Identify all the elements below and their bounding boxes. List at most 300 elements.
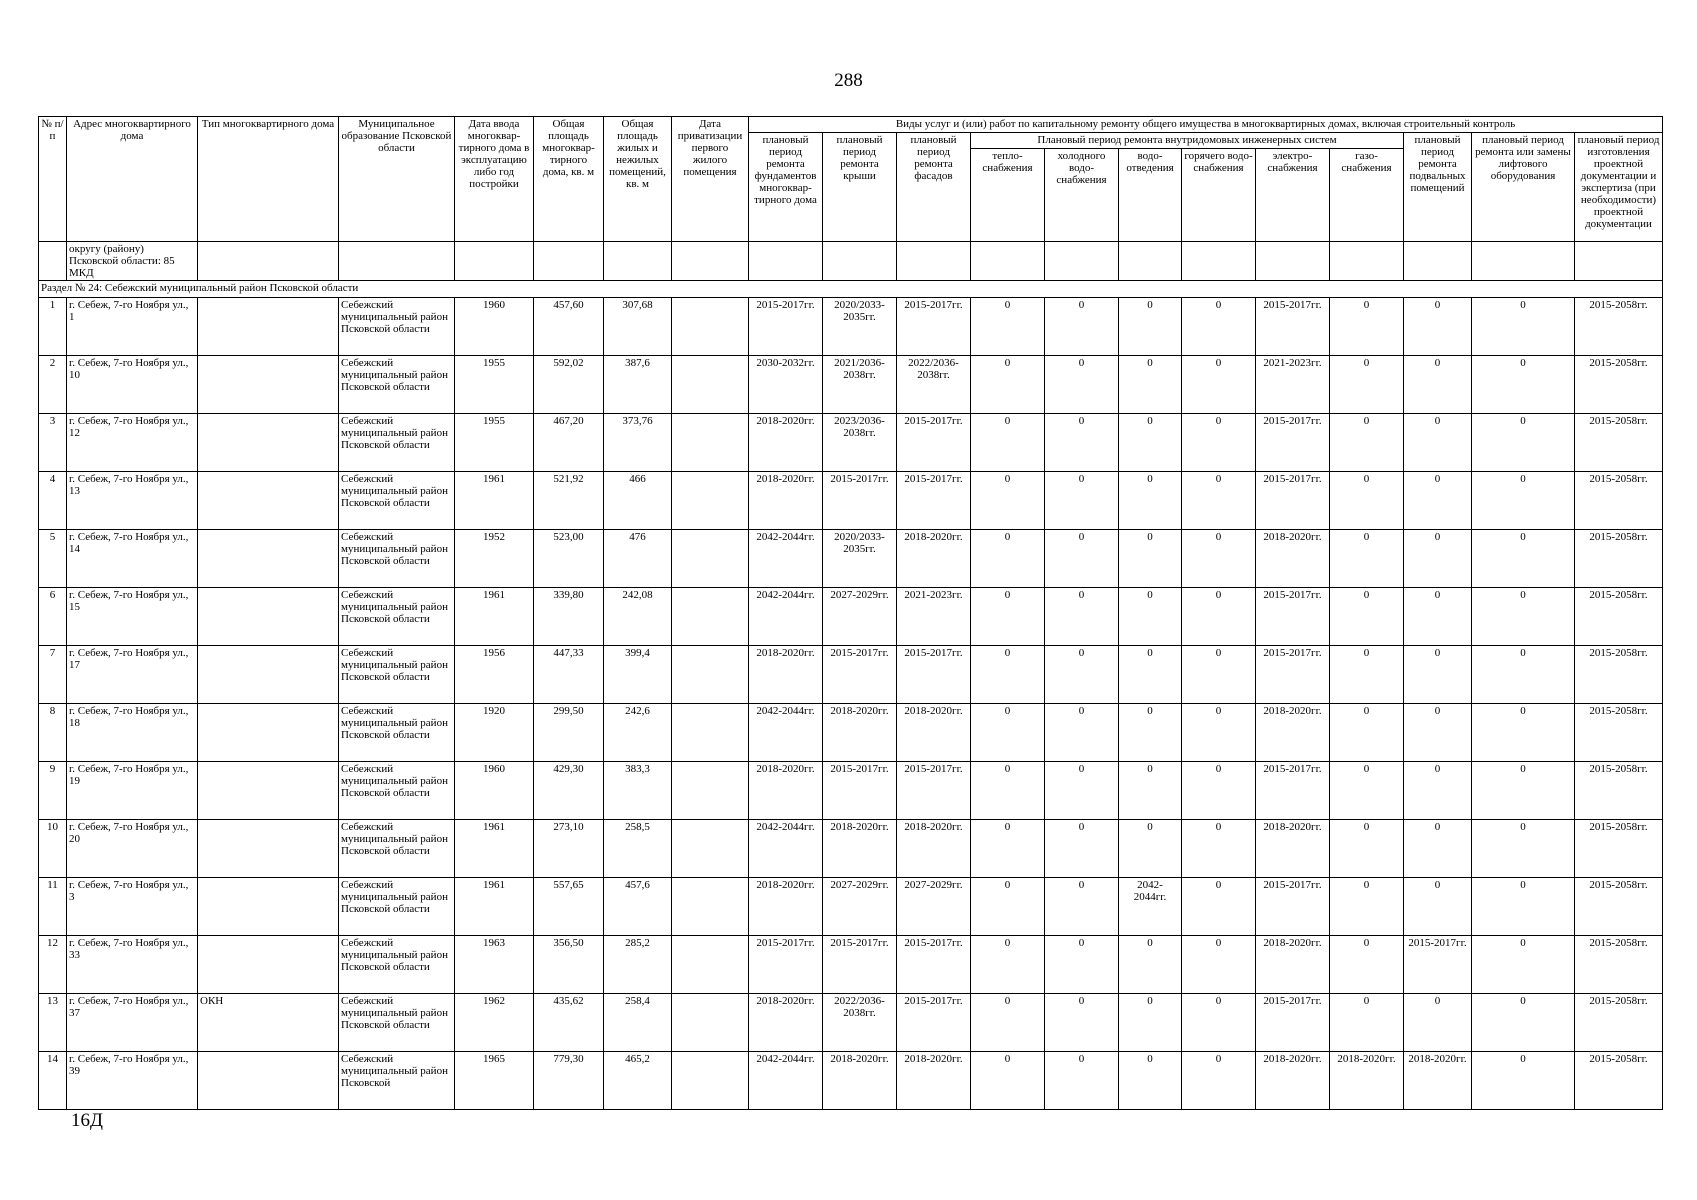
cell-hot: 0 (1182, 588, 1256, 646)
table-row (39, 994, 1663, 1052)
cell-gas: 0 (1330, 298, 1404, 356)
cell-municipality: Себежский муниципальный район Псковской области (339, 878, 455, 936)
cell-gas: 0 (1330, 530, 1404, 588)
cell-basement: 0 (1404, 762, 1472, 820)
cell-drain: 2042-2044гг. (1119, 878, 1182, 936)
cell-n: 14 (39, 1052, 67, 1110)
header-living-area: Общая площадь жилых и нежилых помещений, кв. м (604, 117, 672, 242)
cell-address: г. Себеж, 7-го Ноября ул., 37 (67, 994, 198, 1052)
cell-gas: 0 (1330, 472, 1404, 530)
cell-municipality: Себежский муниципальный район Псковской области (339, 994, 455, 1052)
cell-elec: 2015-2017гг. (1256, 878, 1330, 936)
cell-cold: 0 (1045, 472, 1119, 530)
cell-n: 10 (39, 820, 67, 878)
cell-municipality: Себежский муниципальный район Псковской области (339, 298, 455, 356)
cell-foundation: 2015-2017гг. (749, 936, 823, 994)
cell-living: 399,4 (604, 646, 672, 704)
table-row (39, 530, 1663, 588)
cell-elevator: 0 (1472, 936, 1575, 994)
cell-roof: 2020/2033-2035гг. (823, 530, 897, 588)
cell-year: 1961 (455, 472, 534, 530)
cell-gas: 0 (1330, 704, 1404, 762)
cell-living: 457,6 (604, 878, 672, 936)
cell-hot: 0 (1182, 936, 1256, 994)
section-row (39, 281, 1663, 298)
cell-priv (672, 646, 749, 704)
cell-year: 1920 (455, 704, 534, 762)
cell-basement: 0 (1404, 704, 1472, 762)
section-title: Раздел № 24: Себежский муниципальный район Псковской области (39, 281, 1663, 298)
cell-type (198, 530, 339, 588)
cell-total: 523,00 (534, 530, 604, 588)
cell-design: 2015-2058гг. (1575, 878, 1663, 936)
cell-n: 11 (39, 878, 67, 936)
cell-foundation: 2042-2044гг. (749, 820, 823, 878)
cell-facade: 2022/2036-2038гг. (897, 356, 971, 414)
cell-design: 2015-2058гг. (1575, 762, 1663, 820)
table-row (39, 472, 1663, 530)
cell-heat: 0 (971, 588, 1045, 646)
cell-elec: 2015-2017гг. (1256, 472, 1330, 530)
cell-hot: 0 (1182, 530, 1256, 588)
cell-drain: 0 (1119, 820, 1182, 878)
cell-elevator: 0 (1472, 298, 1575, 356)
cell-n: 4 (39, 472, 67, 530)
cell-type (198, 878, 339, 936)
cell-total: 447,33 (534, 646, 604, 704)
cell-type (198, 298, 339, 356)
header-basement: плановый период ремонта подвальных помещений (1404, 133, 1472, 242)
cell-design: 2015-2058гг. (1575, 530, 1663, 588)
page-number: 288 (834, 70, 863, 91)
cell-total: 457,60 (534, 298, 604, 356)
cell-priv (672, 298, 749, 356)
header-facade: плановый период ремонта фасадов (897, 133, 971, 242)
cell-type (198, 646, 339, 704)
cell-year: 1963 (455, 936, 534, 994)
cell-living: 258,4 (604, 994, 672, 1052)
cell-total: 467,20 (534, 414, 604, 472)
cell-type (198, 588, 339, 646)
cell-design: 2015-2058гг. (1575, 820, 1663, 878)
cell-priv (672, 1052, 749, 1110)
cell-drain: 0 (1119, 704, 1182, 762)
cell-total: 356,50 (534, 936, 604, 994)
cell-foundation: 2018-2020гг. (749, 994, 823, 1052)
cell-foundation: 2042-2044гг. (749, 530, 823, 588)
cell-address: г. Себеж, 7-го Ноября ул., 15 (67, 588, 198, 646)
cell-living: 465,2 (604, 1052, 672, 1110)
cell-foundation: 2042-2044гг. (749, 704, 823, 762)
cell-municipality: Себежский муниципальный район Псковской области (339, 646, 455, 704)
cell-priv (672, 762, 749, 820)
cell-hot: 0 (1182, 762, 1256, 820)
cell-basement: 0 (1404, 588, 1472, 646)
cell-drain: 0 (1119, 530, 1182, 588)
cell-roof: 2027-2029гг. (823, 588, 897, 646)
header-hot-water: горячего водо-снабжения (1182, 149, 1256, 242)
header-foundation: плановый период ремонта фундаментов многоквар-тирного дома (749, 133, 823, 242)
cell-priv (672, 704, 749, 762)
cell-n: 8 (39, 704, 67, 762)
cell-cold: 0 (1045, 356, 1119, 414)
header-works-group: Виды услуг и (или) работ по капитальному ремонту общего имущества в многоквартирных домах, включая строительный контроль (749, 117, 1663, 133)
cell-roof: 2015-2017гг. (823, 646, 897, 704)
cell-cold: 0 (1045, 994, 1119, 1052)
cell-elevator: 0 (1472, 356, 1575, 414)
cell-n: 13 (39, 994, 67, 1052)
cell-basement: 0 (1404, 414, 1472, 472)
cell-total: 592,02 (534, 356, 604, 414)
cell-design: 2015-2058гг. (1575, 298, 1663, 356)
capital-repair-table (38, 116, 1663, 1110)
cell-gas: 0 (1330, 646, 1404, 704)
cell-total: 339,80 (534, 588, 604, 646)
cell-basement: 0 (1404, 646, 1472, 704)
cell-priv (672, 820, 749, 878)
cell-elec: 2015-2017гг. (1256, 994, 1330, 1052)
cell-municipality: Себежский муниципальный район Псковской области (339, 936, 455, 994)
cell-design: 2015-2058гг. (1575, 472, 1663, 530)
cell-drain: 0 (1119, 994, 1182, 1052)
cell-municipality: Себежский муниципальный район Псковской области (339, 472, 455, 530)
cell-total: 429,30 (534, 762, 604, 820)
cell-foundation: 2030-2032гг. (749, 356, 823, 414)
cell-address: г. Себеж, 7-го Ноября ул., 20 (67, 820, 198, 878)
cell-gas: 0 (1330, 820, 1404, 878)
cell-cold: 0 (1045, 588, 1119, 646)
cell-elec: 2015-2017гг. (1256, 762, 1330, 820)
cell-n: 1 (39, 298, 67, 356)
cell-elevator: 0 (1472, 530, 1575, 588)
cell-foundation: 2018-2020гг. (749, 878, 823, 936)
header-address: Адрес многоквартирного дома (67, 117, 198, 242)
cell-elec: 2015-2017гг. (1256, 646, 1330, 704)
header-num: № п/п (39, 117, 67, 242)
cell-roof: 2018-2020гг. (823, 820, 897, 878)
header-date-commissioned: Дата ввода многоквар-тирного дома в эксплуатацию либо год постройки (455, 117, 534, 242)
cell-n: 12 (39, 936, 67, 994)
cell-elec: 2015-2017гг. (1256, 298, 1330, 356)
header-roof: плановый период ремонта крыши (823, 133, 897, 242)
cell-basement: 2018-2020гг. (1404, 1052, 1472, 1110)
cell-priv (672, 356, 749, 414)
cell-heat: 0 (971, 646, 1045, 704)
header-privatization-date: Дата приватизации первого жилого помещения (672, 117, 749, 242)
cell-design: 2015-2058гг. (1575, 704, 1663, 762)
cell-drain: 0 (1119, 646, 1182, 704)
cell-foundation: 2018-2020гг. (749, 414, 823, 472)
cell-address: г. Себеж, 7-го Ноября ул., 13 (67, 472, 198, 530)
table-row (39, 820, 1663, 878)
cell-n: 3 (39, 414, 67, 472)
table-row (39, 356, 1663, 414)
cell-cold: 0 (1045, 878, 1119, 936)
table-row (39, 646, 1663, 704)
cell-municipality: Себежский муниципальный район Псковской области (339, 704, 455, 762)
cell-elevator: 0 (1472, 994, 1575, 1052)
cell-living: 476 (604, 530, 672, 588)
cell-elec: 2018-2020гг. (1256, 530, 1330, 588)
cell-hot: 0 (1182, 878, 1256, 936)
cell-facade: 2015-2017гг. (897, 994, 971, 1052)
cell-gas: 0 (1330, 762, 1404, 820)
cell-cold: 0 (1045, 530, 1119, 588)
cell-municipality: Себежский муниципальный район Псковской (339, 1052, 455, 1110)
cell-n: 2 (39, 356, 67, 414)
cell-foundation: 2042-2044гг. (749, 588, 823, 646)
cell-address: г. Себеж, 7-го Ноября ул., 12 (67, 414, 198, 472)
cell-hot: 0 (1182, 646, 1256, 704)
cell-heat: 0 (971, 704, 1045, 762)
cell-foundation: 2042-2044гг. (749, 1052, 823, 1110)
cell-heat: 0 (971, 1052, 1045, 1110)
cell-type (198, 472, 339, 530)
cell-type (198, 414, 339, 472)
cell-type (198, 820, 339, 878)
cell-address: г. Себеж, 7-го Ноября ул., 14 (67, 530, 198, 588)
cell-gas: 0 (1330, 588, 1404, 646)
cell-roof: 2023/2036-2038гг. (823, 414, 897, 472)
cell-basement: 0 (1404, 820, 1472, 878)
cell-elevator: 0 (1472, 588, 1575, 646)
cell-elevator: 0 (1472, 878, 1575, 936)
cell-type (198, 704, 339, 762)
cell-foundation: 2018-2020гг. (749, 762, 823, 820)
cell-facade: 2015-2017гг. (897, 414, 971, 472)
cell-n: 6 (39, 588, 67, 646)
cell-design: 2015-2058гг. (1575, 936, 1663, 994)
cell-basement: 0 (1404, 356, 1472, 414)
cell-design: 2015-2058гг. (1575, 588, 1663, 646)
cell-address: г. Себеж, 7-го Ноября ул., 17 (67, 646, 198, 704)
cell-heat: 0 (971, 414, 1045, 472)
cell-foundation: 2015-2017гг. (749, 298, 823, 356)
cell-year: 1960 (455, 298, 534, 356)
cell-roof: 2018-2020гг. (823, 1052, 897, 1110)
sheet-code: 16Д (71, 1110, 103, 1131)
cell-elevator: 0 (1472, 646, 1575, 704)
cell-facade: 2018-2020гг. (897, 1052, 971, 1110)
cell-n: 7 (39, 646, 67, 704)
cell-address: г. Себеж, 7-го Ноября ул., 10 (67, 356, 198, 414)
cell-gas: 0 (1330, 356, 1404, 414)
cell-hot: 0 (1182, 298, 1256, 356)
cell-elevator: 0 (1472, 704, 1575, 762)
cell-gas: 0 (1330, 994, 1404, 1052)
header-municipality: Муниципальное образование Псковской области (339, 117, 455, 242)
cell-hot: 0 (1182, 1052, 1256, 1110)
cell-basement: 0 (1404, 994, 1472, 1052)
cell-roof: 2020/2033-2035гг. (823, 298, 897, 356)
cell-basement: 0 (1404, 878, 1472, 936)
cell-type (198, 936, 339, 994)
cell-heat: 0 (971, 994, 1045, 1052)
table-row (39, 588, 1663, 646)
cell-drain: 0 (1119, 762, 1182, 820)
cell-heat: 0 (971, 530, 1045, 588)
cell-elec: 2018-2020гг. (1256, 936, 1330, 994)
cell-living: 242,6 (604, 704, 672, 762)
table-row (39, 762, 1663, 820)
table-row (39, 704, 1663, 762)
cell-address: г. Себеж, 7-го Ноября ул., 39 (67, 1052, 198, 1110)
cell-priv (672, 530, 749, 588)
cell-facade: 2015-2017гг. (897, 646, 971, 704)
cell-drain: 0 (1119, 588, 1182, 646)
header-type: Тип многоквартирного дома (198, 117, 339, 242)
cell-gas: 0 (1330, 414, 1404, 472)
cell-facade: 2015-2017гг. (897, 762, 971, 820)
continuation-row (39, 242, 1663, 281)
cell-hot: 0 (1182, 994, 1256, 1052)
cell-priv (672, 936, 749, 994)
cell-drain: 0 (1119, 936, 1182, 994)
table-row (39, 414, 1663, 472)
cell-drain: 0 (1119, 414, 1182, 472)
cell-cold: 0 (1045, 298, 1119, 356)
cell-basement: 0 (1404, 530, 1472, 588)
cell-priv (672, 414, 749, 472)
cell-year: 1956 (455, 646, 534, 704)
cell-cold: 0 (1045, 762, 1119, 820)
cell-cold: 0 (1045, 414, 1119, 472)
cell-facade: 2015-2017гг. (897, 298, 971, 356)
cell-year: 1961 (455, 588, 534, 646)
cell-facade: 2018-2020гг. (897, 704, 971, 762)
cell-priv (672, 994, 749, 1052)
cell-type (198, 1052, 339, 1110)
cell-gas: 2018-2020гг. (1330, 1052, 1404, 1110)
cell-elevator: 0 (1472, 1052, 1575, 1110)
cell-facade: 2021-2023гг. (897, 588, 971, 646)
cell-elec: 2018-2020гг. (1256, 704, 1330, 762)
cell-year: 1961 (455, 878, 534, 936)
cell-hot: 0 (1182, 356, 1256, 414)
cell-living: 387,6 (604, 356, 672, 414)
cell-n: 5 (39, 530, 67, 588)
cell-cold: 0 (1045, 704, 1119, 762)
cell-roof: 2015-2017гг. (823, 762, 897, 820)
cell-year: 1955 (455, 356, 534, 414)
cell-address: г. Себеж, 7-го Ноября ул., 18 (67, 704, 198, 762)
cell-heat: 0 (971, 878, 1045, 936)
cell-design: 2015-2058гг. (1575, 414, 1663, 472)
table-row (39, 1052, 1663, 1110)
cell-priv (672, 878, 749, 936)
cell-foundation: 2018-2020гг. (749, 472, 823, 530)
cell-type: ОКН (198, 994, 339, 1052)
cell-year: 1962 (455, 994, 534, 1052)
header-gas: газо-снабжения (1330, 149, 1404, 242)
header-cold-water: холодного водо-снабжения (1045, 149, 1119, 242)
cell-municipality: Себежский муниципальный район Псковской области (339, 356, 455, 414)
cell-priv (672, 472, 749, 530)
cell-facade: 2015-2017гг. (897, 936, 971, 994)
cell-drain: 0 (1119, 472, 1182, 530)
cell-type (198, 762, 339, 820)
cell-year: 1952 (455, 530, 534, 588)
table-row (39, 298, 1663, 356)
cell-total: 779,30 (534, 1052, 604, 1110)
cell-address: г. Себеж, 7-го Ноября ул., 3 (67, 878, 198, 936)
table-row (39, 878, 1663, 936)
cell-roof: 2021/2036-2038гг. (823, 356, 897, 414)
cell-elec: 2018-2020гг. (1256, 1052, 1330, 1110)
cell-hot: 0 (1182, 704, 1256, 762)
cell-living: 242,08 (604, 588, 672, 646)
cell-living: 307,68 (604, 298, 672, 356)
header-engineering-group: Плановый период ремонта внутридомовых инженерных систем (971, 133, 1404, 149)
cell-hot: 0 (1182, 472, 1256, 530)
cell-total: 557,65 (534, 878, 604, 936)
cell-elevator: 0 (1472, 762, 1575, 820)
cell-elec: 2015-2017гг. (1256, 414, 1330, 472)
cell-address: г. Себеж, 7-го Ноября ул., 1 (67, 298, 198, 356)
header-row-1 (39, 117, 1663, 133)
cell-roof: 2027-2029гг. (823, 878, 897, 936)
cell-design: 2015-2058гг. (1575, 646, 1663, 704)
cell-cold: 0 (1045, 936, 1119, 994)
cell-total: 435,62 (534, 994, 604, 1052)
cell-basement: 0 (1404, 472, 1472, 530)
cell-roof: 2018-2020гг. (823, 704, 897, 762)
cell-elevator: 0 (1472, 820, 1575, 878)
cell-roof: 2022/2036-2038гг. (823, 994, 897, 1052)
cell-heat: 0 (971, 820, 1045, 878)
cell-heat: 0 (971, 472, 1045, 530)
cell-gas: 0 (1330, 936, 1404, 994)
cell-basement: 0 (1404, 298, 1472, 356)
cell-year: 1961 (455, 820, 534, 878)
cell-roof: 2015-2017гг. (823, 936, 897, 994)
header-total-area: Общая площадь многоквар-тирного дома, кв. м (534, 117, 604, 242)
cell-address: г. Себеж, 7-го Ноября ул., 33 (67, 936, 198, 994)
cell-cold: 0 (1045, 820, 1119, 878)
cell-basement: 2015-2017гг. (1404, 936, 1472, 994)
cell-living: 258,5 (604, 820, 672, 878)
cell-municipality: Себежский муниципальный район Псковской области (339, 762, 455, 820)
cell-hot: 0 (1182, 820, 1256, 878)
cell-roof: 2015-2017гг. (823, 472, 897, 530)
header-heat: тепло-снабжения (971, 149, 1045, 242)
cell-drain: 0 (1119, 356, 1182, 414)
cell-total: 299,50 (534, 704, 604, 762)
cell-n: 9 (39, 762, 67, 820)
cell-year: 1955 (455, 414, 534, 472)
cell-elec: 2015-2017гг. (1256, 588, 1330, 646)
cell-heat: 0 (971, 356, 1045, 414)
cell-living: 285,2 (604, 936, 672, 994)
cell-foundation: 2018-2020гг. (749, 646, 823, 704)
cell-cold: 0 (1045, 1052, 1119, 1110)
cell-municipality: Себежский муниципальный район Псковской области (339, 530, 455, 588)
cell-living: 466 (604, 472, 672, 530)
cell-total: 273,10 (534, 820, 604, 878)
cell-heat: 0 (971, 936, 1045, 994)
header-drainage: водо-отведения (1119, 149, 1182, 242)
cell-living: 383,3 (604, 762, 672, 820)
cell-living: 373,76 (604, 414, 672, 472)
cell-year: 1965 (455, 1052, 534, 1110)
continuation-text: округу (району) Псковской области: 85 МКД (67, 242, 198, 281)
cell-cold: 0 (1045, 646, 1119, 704)
cell-municipality: Себежский муниципальный район Псковской области (339, 588, 455, 646)
cell-facade: 2015-2017гг. (897, 472, 971, 530)
cell-heat: 0 (971, 762, 1045, 820)
cell-elec: 2021-2023гг. (1256, 356, 1330, 414)
header-design-docs: плановый период изготовления проектной документации и экспертиза (при необходимости) проектной документации (1575, 133, 1663, 242)
